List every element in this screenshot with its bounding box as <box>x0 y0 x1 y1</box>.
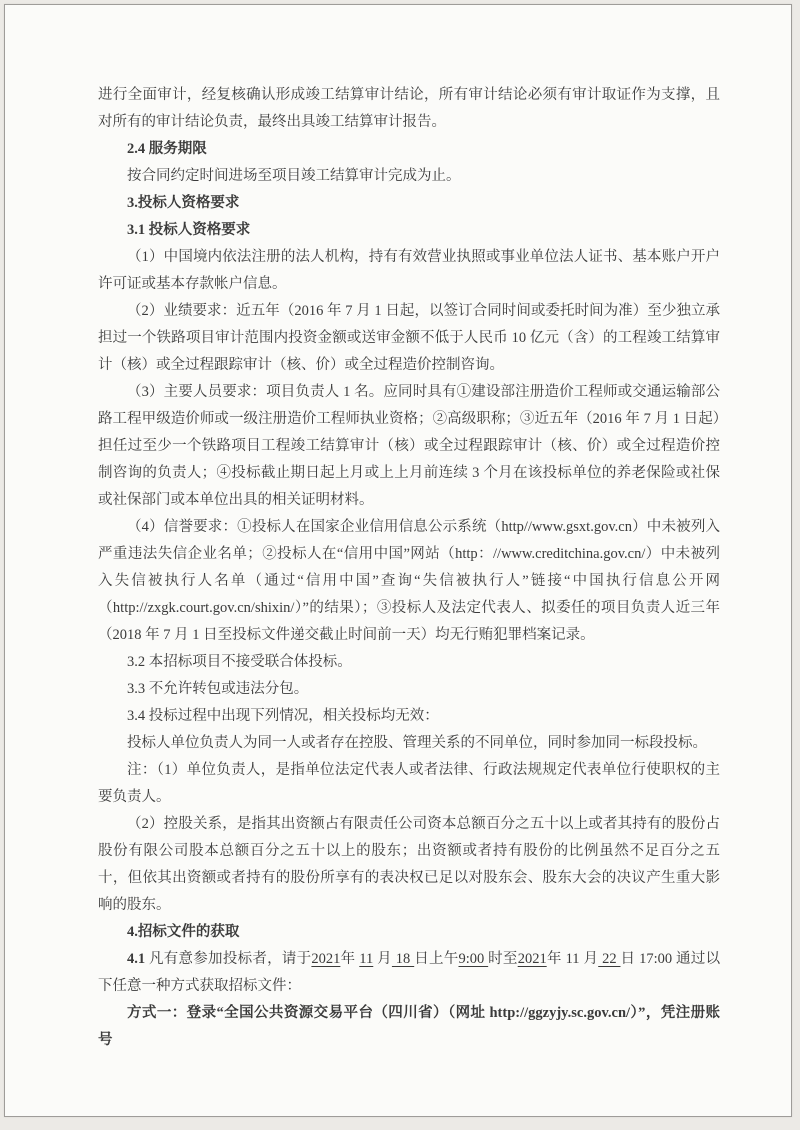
bold-text: 3.投标人资格要求 <box>127 195 240 211</box>
underlined-text: 9:00 <box>458 951 489 967</box>
paragraph: （4）信誉要求：①投标人在国家企业信用信息公示系统（http//www.gsxt.gov.cn）中未被列入严重违法失信企业名单；②投标人在“信用中国”网站（http：//www.creditchina.gov.cn/）中未被列入失信被执行人名单（通过“信用中国”查询“失信被执行人”链接“中国执行信息公开网（http://zxgk.court.gov.cn/shixin/）”的结果）；③投标人及法定代表人、拟委任的项目负责人近三年（2018 年 7 月 1 日至投标文件递交截止时间前一天）均无行贿犯罪档案记录。 <box>98 519 720 643</box>
paragraph <box>98 190 720 217</box>
paragraph: （2）业绩要求：近五年（2016 年 7 月 1 日起，以签订合同时间或委托时间为准）至少独立承担过一个铁路项目审计范围内投资金额或送审金额不低于人民币 10 亿元（含）的工程竣工结算审计（核）或全过程跟踪审计（核、价）或全过程造价控制咨询。 <box>98 303 720 373</box>
bold-text: 3.1 投标人资格要求 <box>127 222 251 238</box>
paragraph: （2）控股关系，是指其出资额占有限责任公司资本总额百分之五十以上或者其持有的股份占股份有限公司股本总额百分之五十以上的股东；出资额或者持有股份的比例虽然不足百分之五十，但依其出资额或者持有的股份所享有的表决权已足以对股东会、股东大会的决议产生重大影响的股东。 <box>98 816 720 913</box>
paragraph <box>98 136 720 163</box>
paragraph: 3.2 本招标项目不接受联合体投标。 <box>127 654 352 670</box>
paragraph <box>98 919 720 946</box>
paragraph <box>98 217 720 244</box>
paragraph: 3.3 不允许转包或违法分包。 <box>127 681 309 697</box>
bold-text: 方式一：登录“全国公共资源交易平台（四川省）（网址 http://ggzyjy.sc.gov.cn/）”，凭注册账号 <box>98 1005 720 1048</box>
bold-text: 4.1 <box>127 951 150 967</box>
document-content <box>98 82 720 1054</box>
underlined-text: 18 <box>391 951 415 967</box>
underlined-text: 22 <box>598 951 621 967</box>
paragraph: 进行全面审计，经复核确认形成竣工结算审计结论，所有审计结论必须有审计取证作为支撑，且对所有的审计结论负责，最终出具竣工结算审计报告。 <box>98 87 720 130</box>
paragraph: （1）中国境内依法注册的法人机构，持有有效营业执照或事业单位法人证书、基本账户开户许可证或基本存款帐户信息。 <box>98 249 720 292</box>
paragraph: （3）主要人员要求：项目负责人 1 名。应同时具有①建设部注册造价工程师或交通运输部公路工程甲级造价师或一级注册造价工程师执业资格；②高级职称；③近五年（2016 年 7 月 1 日起）担任过至少一个铁路项目工程竣工结算审计（核）或全过程跟踪审计（核、价）或全过程造价控制咨询的负责人；④投标截止期日起上月或上上月前连续 3 个月在该投标单位的养老保险或社保或社保部门或本单位出具的相关证明材料。 <box>98 384 720 508</box>
paragraph: 4.1 凡有意参加投标者，请于2021年 11 月 18 日上午9:00 时至2021年 11 月 22 日 17:00 通过以下任意一种方式获取招标文件： <box>98 951 721 994</box>
document-page <box>4 4 792 1117</box>
bold-text: 2.4 服务期限 <box>127 141 207 157</box>
paragraph: 3.4 投标过程中出现下列情况，相关投标均无效： <box>127 708 439 724</box>
paragraph: 注：（1）单位负责人，是指单位法定代表人或者法律、行政法规规定代表单位行使职权的主要负责人。 <box>98 762 720 805</box>
bold-text: 4.招标文件的获取 <box>127 924 240 940</box>
paragraph: 按合同约定时间进场至项目竣工结算审计完成为止。 <box>127 168 461 184</box>
underlined-text: 2021 <box>311 951 341 967</box>
underlined-text: 11 <box>359 951 374 967</box>
underlined-text: 2021 <box>517 951 547 967</box>
paragraph: 投标人单位负责人为同一人或者存在控股、管理关系的不同单位，同时参加同一标段投标。 <box>127 735 707 751</box>
paragraph <box>98 1000 720 1054</box>
